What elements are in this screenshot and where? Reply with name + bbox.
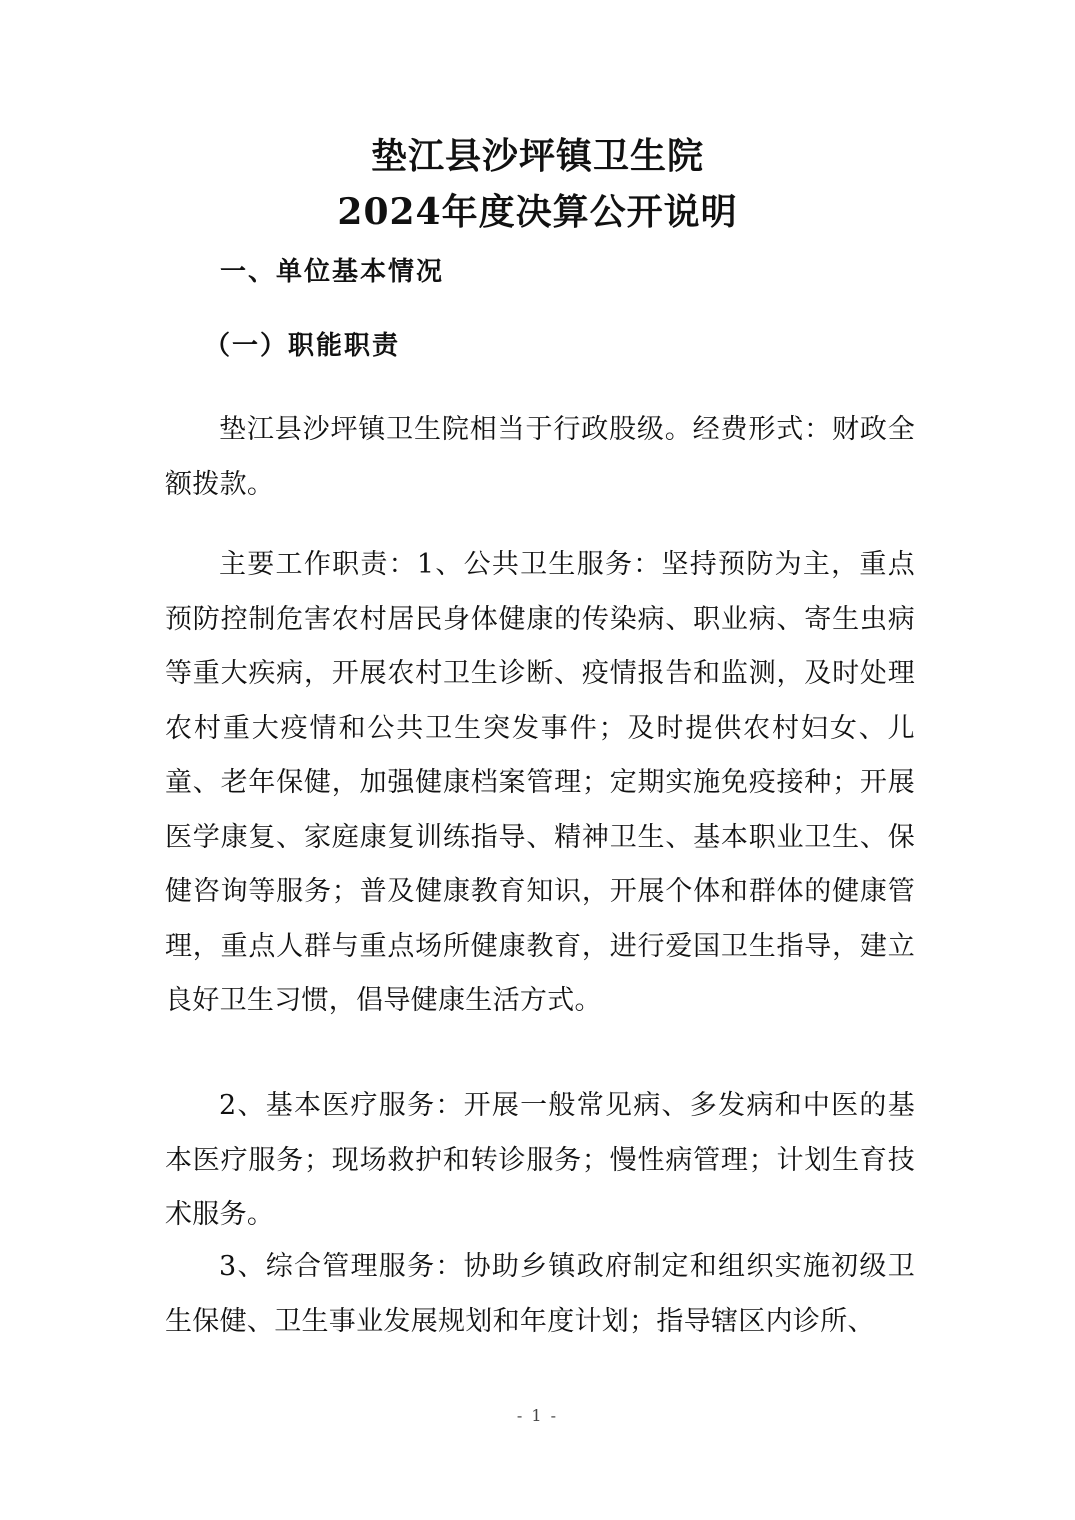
- paragraph-basic-medical-services: 2、基本医疗服务：开展一般常见病、多发病和中医的基本医疗服务；现场救护和转诊服务；慢性病管理；计划生育技术服务。: [165, 1090, 915, 1230]
- subsection-heading-duties: （一）职能职责: [204, 331, 401, 361]
- paragraph-unit-description: 垫江县沙坪镇卫生院相当于行政股级。经费形式：财政全额拨款。: [165, 414, 915, 500]
- paragraph-management-services: 3、综合管理服务：协助乡镇政府制定和组织实施初级卫生保健、卫生事业发展规划和年度计划；指导辖区内诊所、: [165, 1251, 915, 1337]
- document-title-line2: 2024年度决算公开说明: [337, 191, 738, 233]
- section-heading-basic-info: 一、单位基本情况: [220, 257, 445, 287]
- document-title-line1: 垫江县沙坪镇卫生院: [370, 135, 704, 177]
- paragraph-public-health-duties: 主要工作职责：1、公共卫生服务：坚持预防为主，重点预防控制危害农村居民身体健康的传染病、职业病、寄生虫病等重大疾病，开展农村卫生诊断、疫情报告和监测，及时处理农村重大疫情和公共卫生突发事件；及时提供农村妇女、儿童、老年保健，加强健康档案管理；定期实施免疫接种；开展医学康复、家庭康复训练指导、精神卫生、基本职业卫生、保健咨询等服务；普及健康教育知识，开展个体和群体的健康管理，重点人群与重点场所健康教育，进行爱国卫生指导，建立良好卫生习惯，倡导健康生活方式。: [165, 549, 915, 1016]
- page-number: - 1 -: [516, 1406, 559, 1425]
